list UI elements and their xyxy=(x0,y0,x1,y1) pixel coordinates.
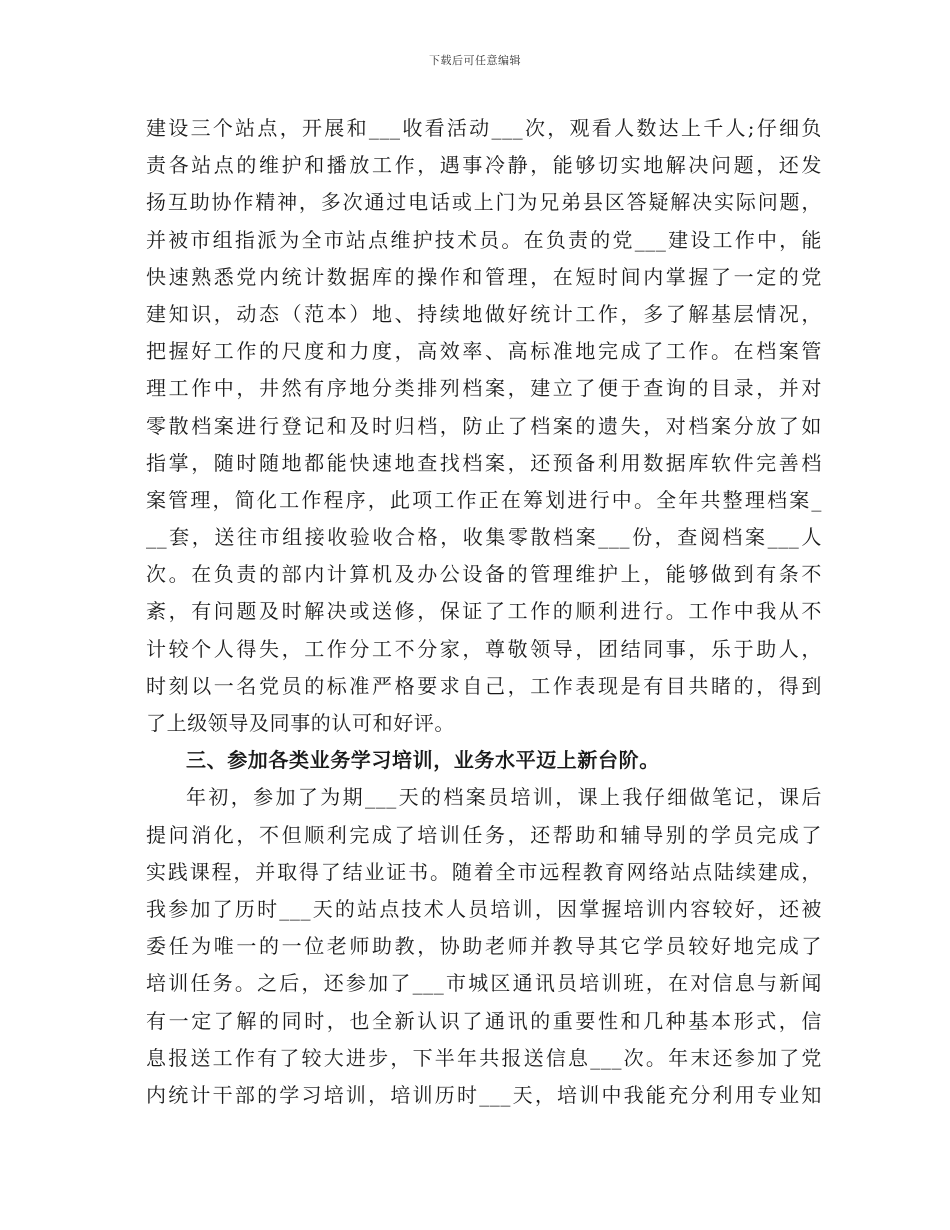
text-line: 息报送工作有了较大进步，下半年共报送信息___次。年末还参加了党 xyxy=(146,1045,822,1070)
text-line: __套，送往市组接收验收合格，收集零散档案___份，查阅档案___人 xyxy=(146,525,822,550)
text-line: 年初，参加了为期___天的档案员培训，课上我仔细做笔记，课后 xyxy=(186,785,822,810)
text-line: 扬互助协作精神，多次通过电话或上门为兄弟县区答疑解决实际问题， xyxy=(146,190,822,215)
text-line: 实践课程，并取得了结业证书。随着全市远程教育网络站点陆续建成， xyxy=(146,859,822,884)
body-text xyxy=(146,110,822,1114)
text-line: 计较个人得失，工作分工不分家，尊敬领导，团结同事，乐于助人， xyxy=(146,636,822,661)
text-line: 了上级领导及同事的认可和好评。 xyxy=(146,711,455,735)
text-line: 快速熟悉党内统计数据库的操作和管理，在短时间内掌握了一定的党 xyxy=(146,264,822,289)
text-line: 时刻以一名党员的标准严格要求自己，工作表现是有目共睹的，得到 xyxy=(146,673,822,698)
text-line: 紊，有问题及时解决或送修，保证了工作的顺利进行。工作中我从不 xyxy=(146,599,822,624)
text-line: 零散档案进行登记和及时归档，防止了档案的遗失，对档案分放了如 xyxy=(146,413,822,438)
text-line: 次。在负责的部内计算机及办公设备的管理维护上，能够做到有条不 xyxy=(146,562,822,587)
text-line: 有一定了解的同时，也全新认识了通讯的重要性和几种基本形式，信 xyxy=(146,1008,822,1033)
text-line: 委任为唯一的一位老师助教，协助老师并教导其它学员较好地完成了 xyxy=(146,934,822,959)
page-header-note: 下载后可任意编辑 xyxy=(429,54,521,67)
text-line: 提问消化，不但顺利完成了培训任务，还帮助和辅导别的学员完成了 xyxy=(146,822,822,847)
section-heading: 三、参加各类业务学习培训，业务水平迈上新台阶。 xyxy=(186,748,660,773)
text-line: 并被市组指派为全市站点维护技术员。在负责的党___建设工作中，能 xyxy=(146,227,822,252)
text-line: 把握好工作的尺度和力度，高效率、高标准地完成了工作。在档案管 xyxy=(146,339,822,364)
text-line: 责各站点的维护和播放工作，遇事冷静，能够切实地解决问题，还发 xyxy=(146,153,822,178)
text-line: 理工作中，井然有序地分类排列档案，建立了便于查询的目录，并对 xyxy=(146,376,822,401)
text-line: 内统计干部的学习培训，培训历时___天，培训中我能充分利用专业知 xyxy=(146,1082,822,1107)
text-line: 培训任务。之后，还参加了___市城区通讯员培训班，在对信息与新闻 xyxy=(146,971,822,996)
text-line: 指掌，随时随地都能快速地查找档案，还预备利用数据库软件完善档 xyxy=(146,450,822,475)
text-line: 建设三个站点，开展和___收看活动___次，观看人数达上千人;仔细负 xyxy=(146,116,822,140)
text-line: 我参加了历时___天的站点技术人员培训，因掌握培训内容较好，还被 xyxy=(146,896,822,921)
text-line: 建知识，动态（范本）地、持续地做好统计工作，多了解基层情况， xyxy=(146,301,822,326)
text-line: 案管理，简化工作程序，此项工作正在筹划进行中。全年共整理档案_ xyxy=(146,487,822,512)
